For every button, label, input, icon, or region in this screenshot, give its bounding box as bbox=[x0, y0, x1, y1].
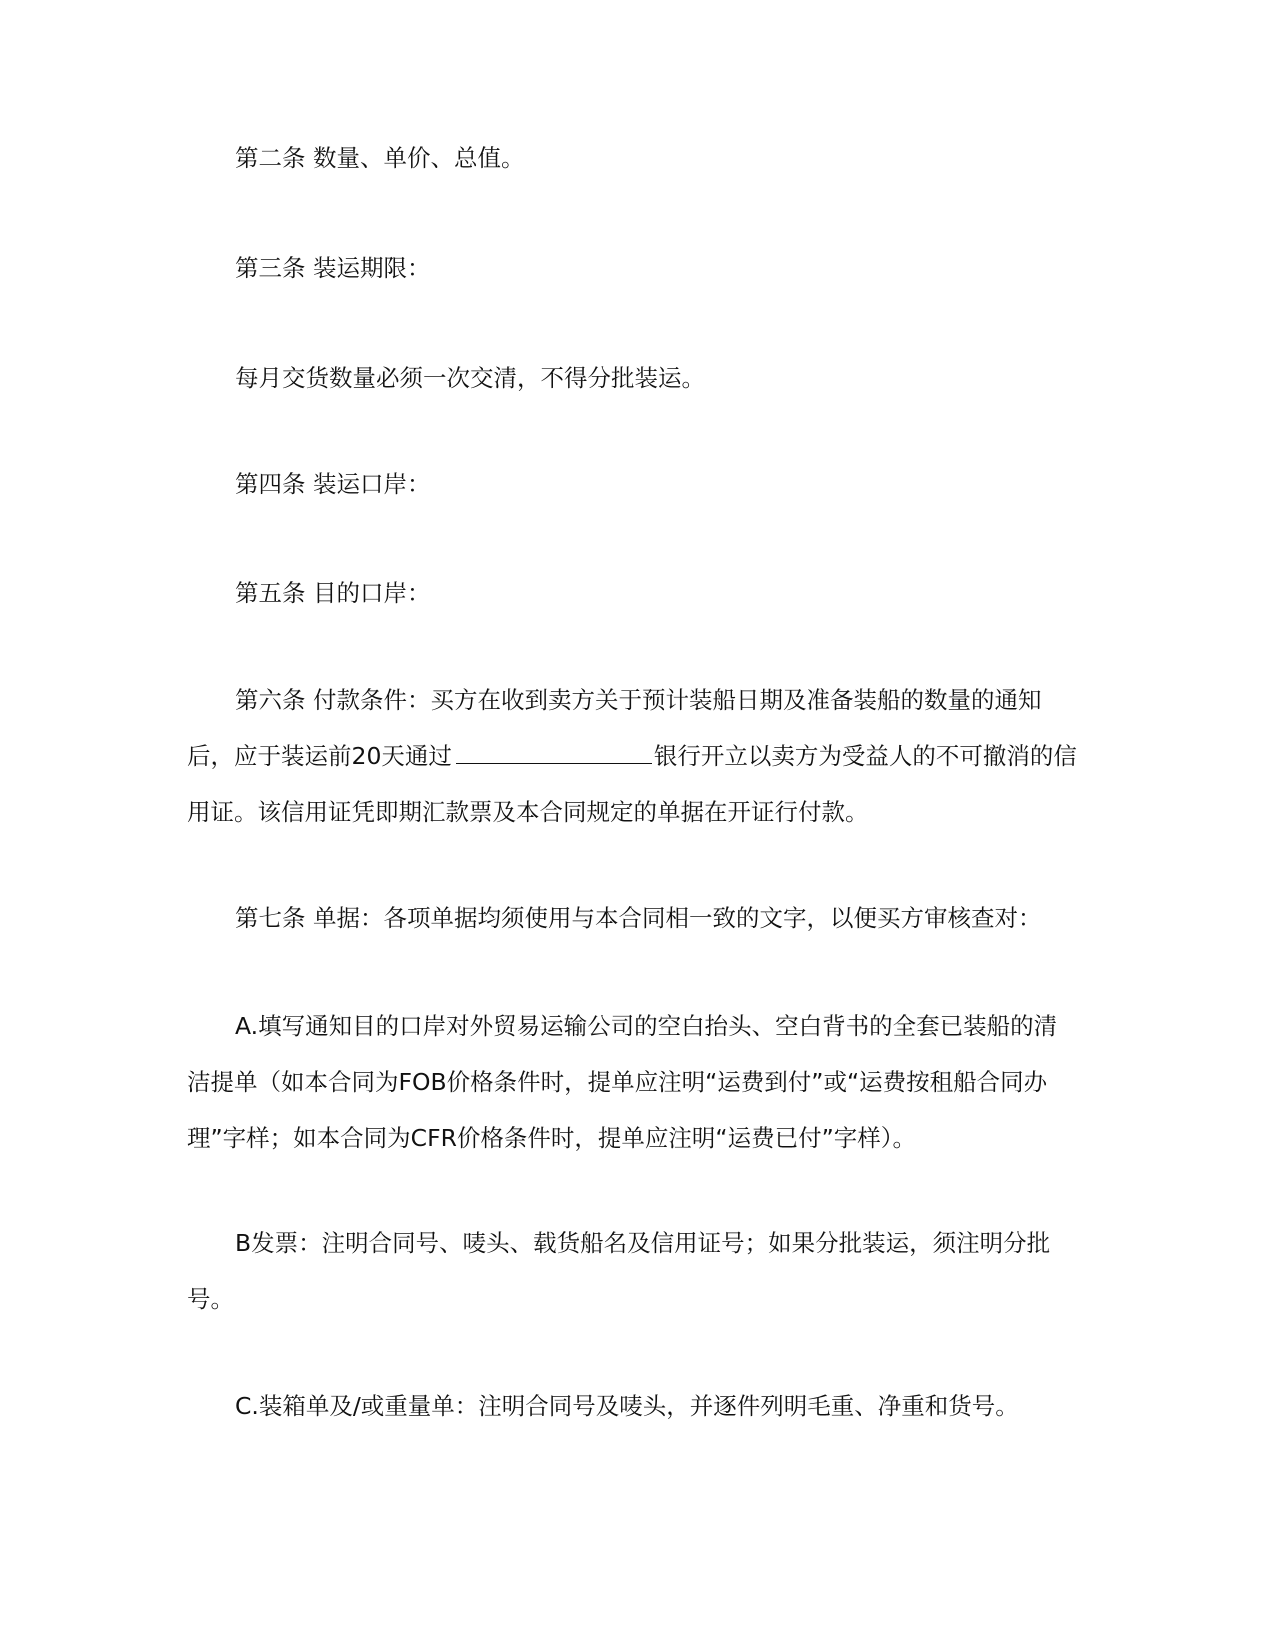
article-6-text-part1: 第六条 付款条件：买方在收到卖方关于预计装船日期及准备装船的数量的通知后，应于装运前20天通过 bbox=[187, 686, 1042, 770]
article-3-detail: 每月交货数量必须一次交清，不得分批装运。 bbox=[235, 364, 705, 392]
article-6-payment-terms bbox=[187, 672, 1077, 840]
article-4-port-of-shipment: 第四条 装运口岸： bbox=[235, 470, 431, 498]
bank-name-blank bbox=[456, 743, 652, 764]
article-2-quantity-price: 第二条 数量、单价、总值。 bbox=[235, 144, 525, 172]
article-7-documents: 第七条 单据：各项单据均须使用与本合同相一致的文字，以便买方审核查对： bbox=[235, 904, 1042, 932]
article-6-text-part2: 银行开立以卖方为受益人的不可撤消的信用证。该信用证凭即期汇款票及本合同规定的单据在开证行付款。 bbox=[187, 742, 1077, 826]
item-a-bill-of-lading: A.填写通知目的口岸对外贸易运输公司的空白抬头、空白背书的全套已装船的清洁提单（如本合同为FOB价格条件时，提单应注明“运费到付”或“运费按租船合同办理”字样；如本合同为CFR价格条件时，提单应注明“运费已付”字样）。 bbox=[187, 1012, 1058, 1152]
item-b-invoice: B发票：注明合同号、唛头、载货船名及信用证号；如果分批装运，须注明分批号。 bbox=[187, 1229, 1051, 1313]
article-3-shipment-period: 第三条 装运期限： bbox=[235, 254, 431, 282]
item-c-packing-list: C.装箱单及/或重量单：注明合同号及唛头，并逐件列明毛重、净重和货号。 bbox=[235, 1392, 1019, 1420]
article-5-port-of-destination: 第五条 目的口岸： bbox=[235, 579, 431, 607]
